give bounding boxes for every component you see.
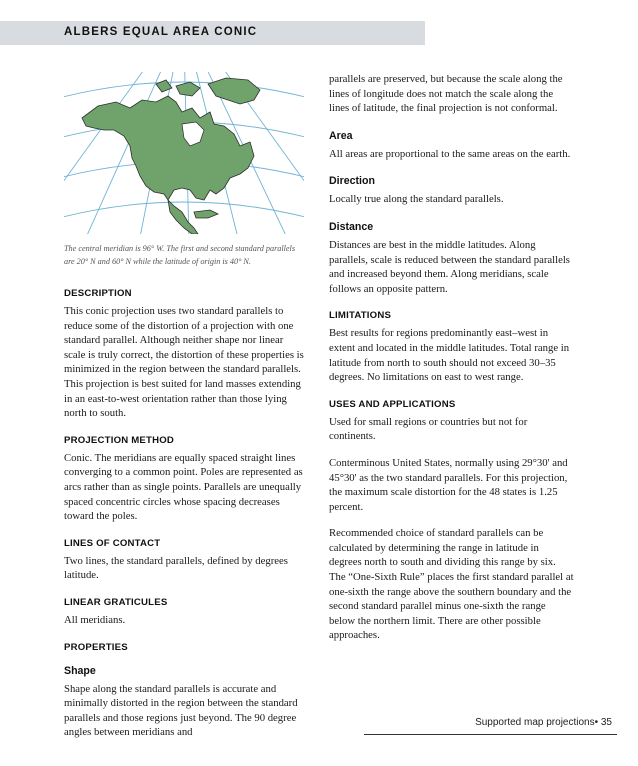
shape-heading: Shape <box>64 664 96 677</box>
uses-text-3: Recommended choice of standard parallels can be calculated by determining the range in latitude in degrees north to south and dividing this range by six. The “One-Sixth Rule” places the first standard parallel at one-sixth the range above the southern boundary and the second standard parallel minus one-sixth the range below the northern limit. There are other possible approaches. <box>329 527 574 642</box>
projection-method-text: Conic. The meridians are equally spaced straight lines converging to a common point. Poles are represented as arcs rather than as single points. Parallels are unequally spaced concentric circles whose spacing decreases toward the poles. <box>64 451 303 523</box>
linear-graticules-heading: LINEAR GRATICULES <box>64 596 168 608</box>
right-column <box>329 72 574 643</box>
limitations-heading: LIMITATIONS <box>329 310 392 322</box>
description-text: This conic projection uses two standard parallels to reduce some of the distortion of a projection with one standard parallel. Although neither shape nor linear scale is truly correct, the distortion of these properties is minimized in the region between the standard parallels. This projection is best suited for land masses extending in an east-to-west orientation rather than those lying north to south. <box>64 305 304 420</box>
uses-text-1: Used for small regions or countries but not for continents. <box>329 415 528 443</box>
lines-of-contact-heading: LINES OF CONTACT <box>64 537 161 549</box>
area-text: All areas are proportional to the same areas on the earth. <box>329 147 571 160</box>
page-title: ALBERS EQUAL AREA CONIC <box>64 26 258 38</box>
linear-graticules-text: All meridians. <box>64 613 126 626</box>
uses-heading: USES AND APPLICATIONS <box>329 398 456 410</box>
albers-conic-map-north-america-icon <box>64 72 304 234</box>
limitations-text: Best results for regions predominantly east–west in extent and located in the middle latitudes. Total range in latitude from north to south should not exceed 30–35 degrees. No limitations on east to west range. <box>329 327 570 384</box>
left-column <box>64 288 306 740</box>
shape-text: Shape along the standard parallels is accurate and minimally distorted in the region between the standard parallels and those regions just beyond. The 90 degree angles between meridians and <box>64 682 298 739</box>
distance-text: Distances are best in the middle latitudes. Along parallels, scale is reduced between the standard parallels and increased beyond them. Along meridians, scale follows an opposite pattern. <box>329 238 570 295</box>
description-heading: DESCRIPTION <box>64 288 132 299</box>
lines-of-contact-text: Two lines, the standard parallels, defined by degrees latitude. <box>64 554 288 582</box>
projection-method-heading: PROJECTION METHOD <box>64 434 175 446</box>
properties-heading: PROPERTIES <box>64 641 128 653</box>
landmass <box>82 78 260 234</box>
direction-heading: Direction <box>329 175 375 188</box>
uses-text-2: Conterminous United States, normally using 29°30' and 45°30' as the two standard parallels. For this projection, the maximum scale distortion for the 48 states is 1.25 percent. <box>329 456 568 513</box>
direction-text: Locally true along the standard parallels. <box>329 193 504 206</box>
page-footer: Supported map projections• 35 <box>475 717 612 728</box>
area-heading: Area <box>329 129 353 142</box>
distance-heading: Distance <box>329 220 374 233</box>
footer-rule <box>364 734 617 735</box>
map-figure <box>64 72 304 234</box>
shape-text-continued: parallels are preserved, but because the scale along the lines of longitude does not match the scale along the lines of latitude, the final projection is not conformal. <box>329 73 563 115</box>
map-caption: The central meridian is 96° W. The first and second standard parallels are 20° N and 60° N while the latitude of origin is 40° N. <box>64 244 296 266</box>
